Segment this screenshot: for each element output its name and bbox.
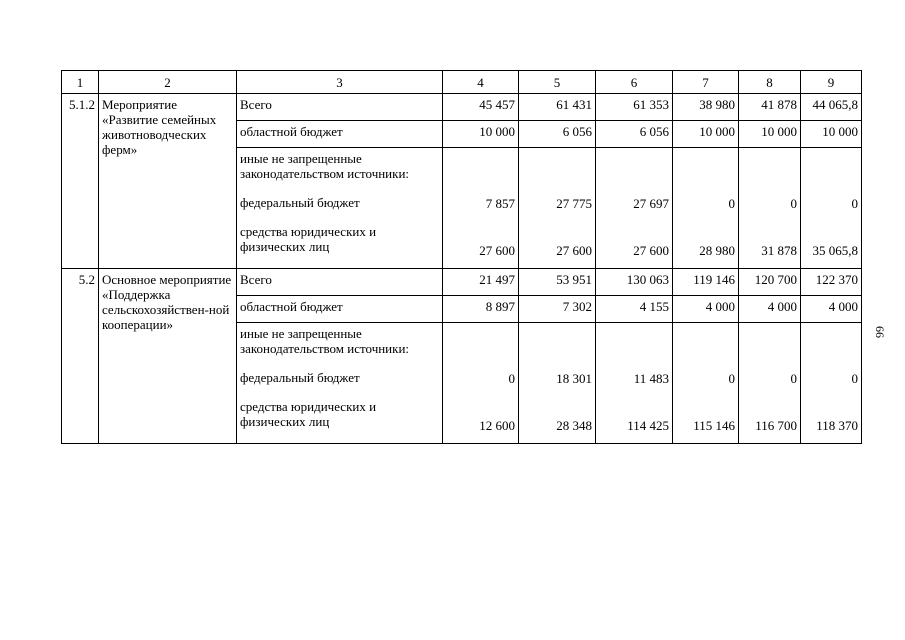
value-cell [801, 148, 862, 269]
row-label: Всего [237, 94, 443, 121]
federal-label: федеральный бюджет [240, 370, 360, 385]
value-cell: 10 000 [801, 121, 862, 148]
value-cell: 44 065,8 [801, 94, 862, 121]
value-cell: 122 370 [801, 269, 862, 296]
value-cell: 45 457 [443, 94, 519, 121]
row-label: Всего [237, 269, 443, 296]
other-sources-label: иные не запрещенные законодательством источники: [240, 326, 410, 356]
header-cell: 7 [673, 71, 739, 94]
value-cell: 41 878 [739, 94, 801, 121]
federal-value: 0 [508, 371, 515, 386]
header-cell: 4 [443, 71, 519, 94]
header-cell: 3 [237, 71, 443, 94]
federal-value: 18 301 [556, 371, 592, 386]
federal-value: 27 775 [556, 196, 592, 211]
header-cell: 2 [99, 71, 237, 94]
header-cell: 1 [62, 71, 99, 94]
header-cell: 5 [519, 71, 596, 94]
federal-label: федеральный бюджет [240, 195, 360, 210]
section-name: Основное мероприятие «Поддержка сельскохозяйствен-ной кооперации» [99, 269, 237, 444]
value-cell: 10 000 [443, 121, 519, 148]
federal-value: 0 [728, 196, 735, 211]
value-cell: 38 980 [673, 94, 739, 121]
value-cell: 21 497 [443, 269, 519, 296]
value-cell: 130 063 [596, 269, 673, 296]
value-cell: 4 000 [673, 296, 739, 323]
federal-value: 0 [728, 371, 735, 386]
federal-value: 0 [851, 371, 858, 386]
other-sources-cell [237, 323, 443, 444]
value-cell [596, 148, 673, 269]
federal-value: 0 [790, 196, 797, 211]
private-value: 27 600 [633, 243, 669, 258]
private-value: 27 600 [556, 243, 592, 258]
private-value: 28 980 [699, 243, 735, 258]
budget-table [61, 70, 862, 444]
value-cell: 7 302 [519, 296, 596, 323]
federal-value: 7 857 [485, 196, 515, 211]
header-cell: 9 [801, 71, 862, 94]
value-cell: 4 000 [739, 296, 801, 323]
table-row [62, 269, 862, 296]
value-cell: 4 155 [596, 296, 673, 323]
value-cell [519, 323, 596, 444]
private-value: 31 878 [761, 243, 797, 258]
other-sources-cell [237, 148, 443, 269]
federal-value: 0 [790, 371, 797, 386]
value-cell: 120 700 [739, 269, 801, 296]
value-cell: 6 056 [519, 121, 596, 148]
value-cell: 4 000 [801, 296, 862, 323]
row-label: областной бюджет [237, 296, 443, 323]
value-cell: 61 353 [596, 94, 673, 121]
value-cell [739, 148, 801, 269]
value-cell [519, 148, 596, 269]
federal-value: 27 697 [633, 196, 669, 211]
value-cell: 8 897 [443, 296, 519, 323]
row-label: областной бюджет [237, 121, 443, 148]
value-cell: 6 056 [596, 121, 673, 148]
value-cell: 61 431 [519, 94, 596, 121]
private-value: 115 146 [693, 418, 735, 433]
value-cell [596, 323, 673, 444]
private-value: 28 348 [556, 418, 592, 433]
value-cell [673, 148, 739, 269]
private-value: 27 600 [479, 243, 515, 258]
private-value: 114 425 [627, 418, 669, 433]
value-cell: 53 951 [519, 269, 596, 296]
federal-value: 11 483 [633, 371, 669, 386]
header-cell: 6 [596, 71, 673, 94]
other-sources-label: иные не запрещенные законодательством источники: [240, 151, 410, 181]
value-cell: 10 000 [739, 121, 801, 148]
value-cell [443, 148, 519, 269]
private-value: 35 065,8 [812, 243, 858, 258]
value-cell [673, 323, 739, 444]
header-row [62, 71, 862, 94]
section-code: 5.1.2 [62, 94, 99, 269]
federal-value: 0 [851, 196, 858, 211]
private-value: 118 370 [816, 418, 858, 433]
value-cell [739, 323, 801, 444]
table-row [62, 94, 862, 121]
header-cell: 8 [739, 71, 801, 94]
section-code: 5.2 [62, 269, 99, 444]
page-number: 66 [873, 326, 887, 338]
section-name: Мероприятие «Развитие семейных животноводческих ферм» [99, 94, 237, 269]
value-cell [443, 323, 519, 444]
value-cell: 119 146 [673, 269, 739, 296]
private-value: 12 600 [479, 418, 515, 433]
private-label: средства юридических и физических лиц [240, 399, 377, 429]
private-label: средства юридических и физических лиц [240, 224, 377, 254]
private-value: 116 700 [755, 418, 797, 433]
value-cell [801, 323, 862, 444]
value-cell: 10 000 [673, 121, 739, 148]
